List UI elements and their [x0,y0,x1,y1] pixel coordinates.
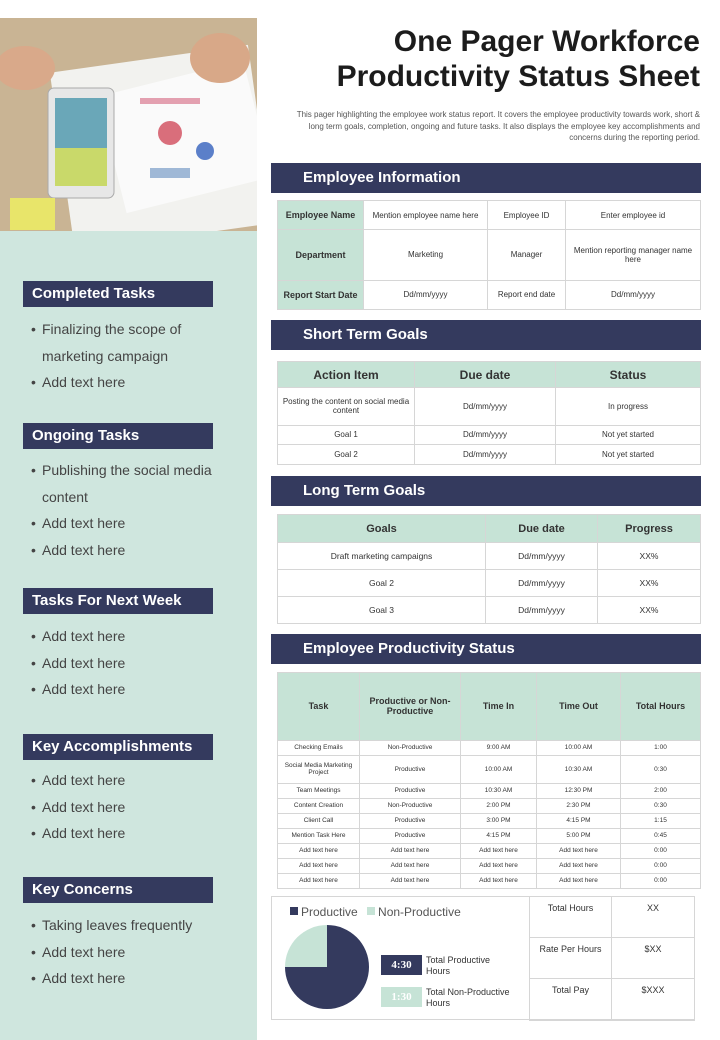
table-row [278,783,701,798]
table-cell: Non-Productive [360,740,461,755]
table-cell: Productive [360,755,461,783]
table-cell: $XX [612,938,695,979]
column-header: Productive or Non-Productive [360,673,461,741]
table-cell: 5:00 PM [537,828,621,843]
table-header-row [278,515,701,543]
table-cell: Total Pay [530,979,612,1021]
table-row [278,201,701,230]
productive-hours-value: 4:30 [381,955,422,975]
table-cell: Client Call [278,813,360,828]
pie-slice-non-productive [285,925,327,967]
table-row [278,570,701,597]
productivity-pie-chart [284,924,370,1010]
pay-summary-table [529,896,695,1021]
table-cell: Team Meetings [278,783,360,798]
table-cell: Manager [488,230,566,281]
list-item: • Finalizing the scope of marketing campaign [31,316,231,369]
accomplishments-list [31,767,231,847]
table-cell: Report end date [488,280,566,309]
table-cell: XX [612,897,695,938]
table-cell: Marketing [364,230,488,281]
column-header: Progress [598,515,701,543]
table-cell: Department [278,230,364,281]
table-cell: 10:00 AM [537,740,621,755]
table-row [278,425,701,445]
table-cell: Add text here [537,843,621,858]
legend-label-nonproductive: Non-Productive [378,905,461,919]
table-cell: Mention employee name here [364,201,488,230]
table-cell: 2:00 [621,783,701,798]
table-cell: Employee Name [278,201,364,230]
table-row [278,740,701,755]
table-cell: 4:15 PM [537,813,621,828]
table-cell: Add text here [461,873,537,888]
table-cell: 10:30 AM [461,783,537,798]
table-cell: XX% [598,543,701,570]
table-cell: In progress [556,388,701,426]
long-term-goals-table [277,514,701,624]
table-cell: Goal 3 [278,597,486,624]
table-row [278,873,701,888]
list-item: • Add text here [31,676,231,703]
table-cell: Checking Emails [278,740,360,755]
table-cell: Dd/mm/yyyy [486,543,598,570]
completed-tasks-list [31,316,231,396]
table-cell: 3:00 PM [461,813,537,828]
table-cell: Report Start Date [278,280,364,309]
table-cell: $XXX [612,979,695,1021]
list-item: • Publishing the social media content [31,457,231,510]
table-cell: 2:30 PM [537,798,621,813]
column-header: Goals [278,515,486,543]
table-cell: Rate Per Hours [530,938,612,979]
short-term-goals-table [277,361,701,465]
table-cell: Dd/mm/yyyy [486,597,598,624]
table-cell: Add text here [278,858,360,873]
table-cell: Total Hours [530,897,612,938]
table-cell: XX% [598,570,701,597]
table-cell: Add text here [461,858,537,873]
table-cell: 1:00 [621,740,701,755]
next-week-list [31,623,231,703]
legend-label-productive: Productive [301,905,358,919]
table-cell: Add text here [360,858,461,873]
table-cell: Dd/mm/yyyy [415,388,556,426]
table-cell: 4:15 PM [461,828,537,843]
table-row [530,938,695,979]
table-cell: Enter employee id [566,201,701,230]
list-item: • Add text here [31,939,231,966]
employee-info-table [277,200,701,310]
legend-swatch-nonproductive [367,907,375,915]
accomplishments-heading: Key Accomplishments [23,734,213,760]
column-header: Due date [486,515,598,543]
productive-hours-label: Total Productive Hours [426,955,491,976]
table-row [278,828,701,843]
table-cell: 10:30 AM [537,755,621,783]
table-cell: Dd/mm/yyyy [486,570,598,597]
table-cell: Non-Productive [360,798,461,813]
list-item: • Add text here [31,767,231,794]
table-row [278,597,701,624]
long-term-goals-heading: Long Term Goals [271,476,701,506]
table-cell: Dd/mm/yyyy [415,425,556,445]
completed-tasks-heading: Completed Tasks [23,281,213,307]
table-cell: Add text here [537,873,621,888]
table-cell: 0:00 [621,873,701,888]
table-row [530,897,695,938]
table-row [278,445,701,465]
column-header: Due date [415,362,556,388]
table-cell: Goal 2 [278,570,486,597]
intro-text: This pager highlighting the employee work status report. It covers the employee productivity towards work, short & long term goals, completion, ongoing and future tasks. It also displays the employee key accomplishments and concerns during the reporting period. [296,110,700,142]
table-cell: Not yet started [556,445,701,465]
table-cell: Add text here [461,843,537,858]
table-row [278,388,701,426]
table-cell: 10:00 AM [461,755,537,783]
nonproductive-hours-label: Total Non-Productive Hours [426,987,510,1008]
column-header: Action Item [278,362,415,388]
productivity-status-heading: Employee Productivity Status [271,634,701,664]
column-header: Time In [461,673,537,741]
legend-swatch-productive [290,907,298,915]
concerns-heading: Key Concerns [23,877,213,903]
table-cell: Posting the content on social media content [278,388,415,426]
productivity-table [277,672,701,889]
table-row [278,230,701,281]
list-item: • Add text here [31,537,231,564]
table-cell: Content Creation [278,798,360,813]
table-cell: Not yet started [556,425,701,445]
table-cell: Social Media Marketing Project [278,755,360,783]
list-item: • Add text here [31,650,231,677]
table-cell: Goal 1 [278,425,415,445]
column-header: Task [278,673,360,741]
table-row [278,843,701,858]
concerns-list [31,912,231,992]
table-cell: Mention Task Here [278,828,360,843]
list-item: • Add text here [31,965,231,992]
table-cell: Dd/mm/yyyy [364,280,488,309]
list-item: • Add text here [31,794,231,821]
table-cell: 0:00 [621,858,701,873]
list-item: • Taking leaves frequently [31,912,231,939]
list-item: • Add text here [31,369,231,396]
pie-legend [290,905,461,919]
table-cell: XX% [598,597,701,624]
table-cell: 2:00 PM [461,798,537,813]
table-cell: 0:45 [621,828,701,843]
employee-info-heading: Employee Information [271,163,701,193]
table-row [278,280,701,309]
header-photo [0,18,257,231]
table-header-row [278,673,701,741]
ongoing-tasks-heading: Ongoing Tasks [23,423,213,449]
column-header: Time Out [537,673,621,741]
table-row [530,979,695,1021]
next-week-heading: Tasks For Next Week [23,588,213,614]
table-cell: Employee ID [488,201,566,230]
list-item: • Add text here [31,510,231,537]
table-cell: Draft marketing campaigns [278,543,486,570]
page-title: One Pager Workforce Productivity Status Sheet [336,25,700,93]
table-cell: Productive [360,828,461,843]
table-cell: Add text here [537,858,621,873]
table-cell: 9:00 AM [461,740,537,755]
table-row [278,798,701,813]
table-row [278,543,701,570]
table-cell: Productive [360,813,461,828]
short-term-goals-heading: Short Term Goals [271,320,701,350]
table-cell: Add text here [360,873,461,888]
table-cell: Goal 2 [278,445,415,465]
table-cell: Dd/mm/yyyy [415,445,556,465]
list-item: • Add text here [31,820,231,847]
table-cell: 0:00 [621,843,701,858]
table-cell: Dd/mm/yyyy [566,280,701,309]
ongoing-tasks-list [31,457,231,563]
table-cell: 12:30 PM [537,783,621,798]
table-cell: 1:15 [621,813,701,828]
nonproductive-hours-value: 1:30 [381,987,422,1007]
column-header: Total Hours [621,673,701,741]
list-item: • Add text here [31,623,231,650]
table-cell: Add text here [278,843,360,858]
table-cell: Mention reporting manager name here [566,230,701,281]
table-cell: Add text here [278,873,360,888]
table-cell: 0:30 [621,755,701,783]
table-row [278,755,701,783]
table-cell: Add text here [360,843,461,858]
table-cell: 0:30 [621,798,701,813]
productivity-table-body [278,740,701,888]
column-header: Status [556,362,701,388]
table-header-row [278,362,701,388]
table-row [278,813,701,828]
table-cell: Productive [360,783,461,798]
table-row [278,858,701,873]
